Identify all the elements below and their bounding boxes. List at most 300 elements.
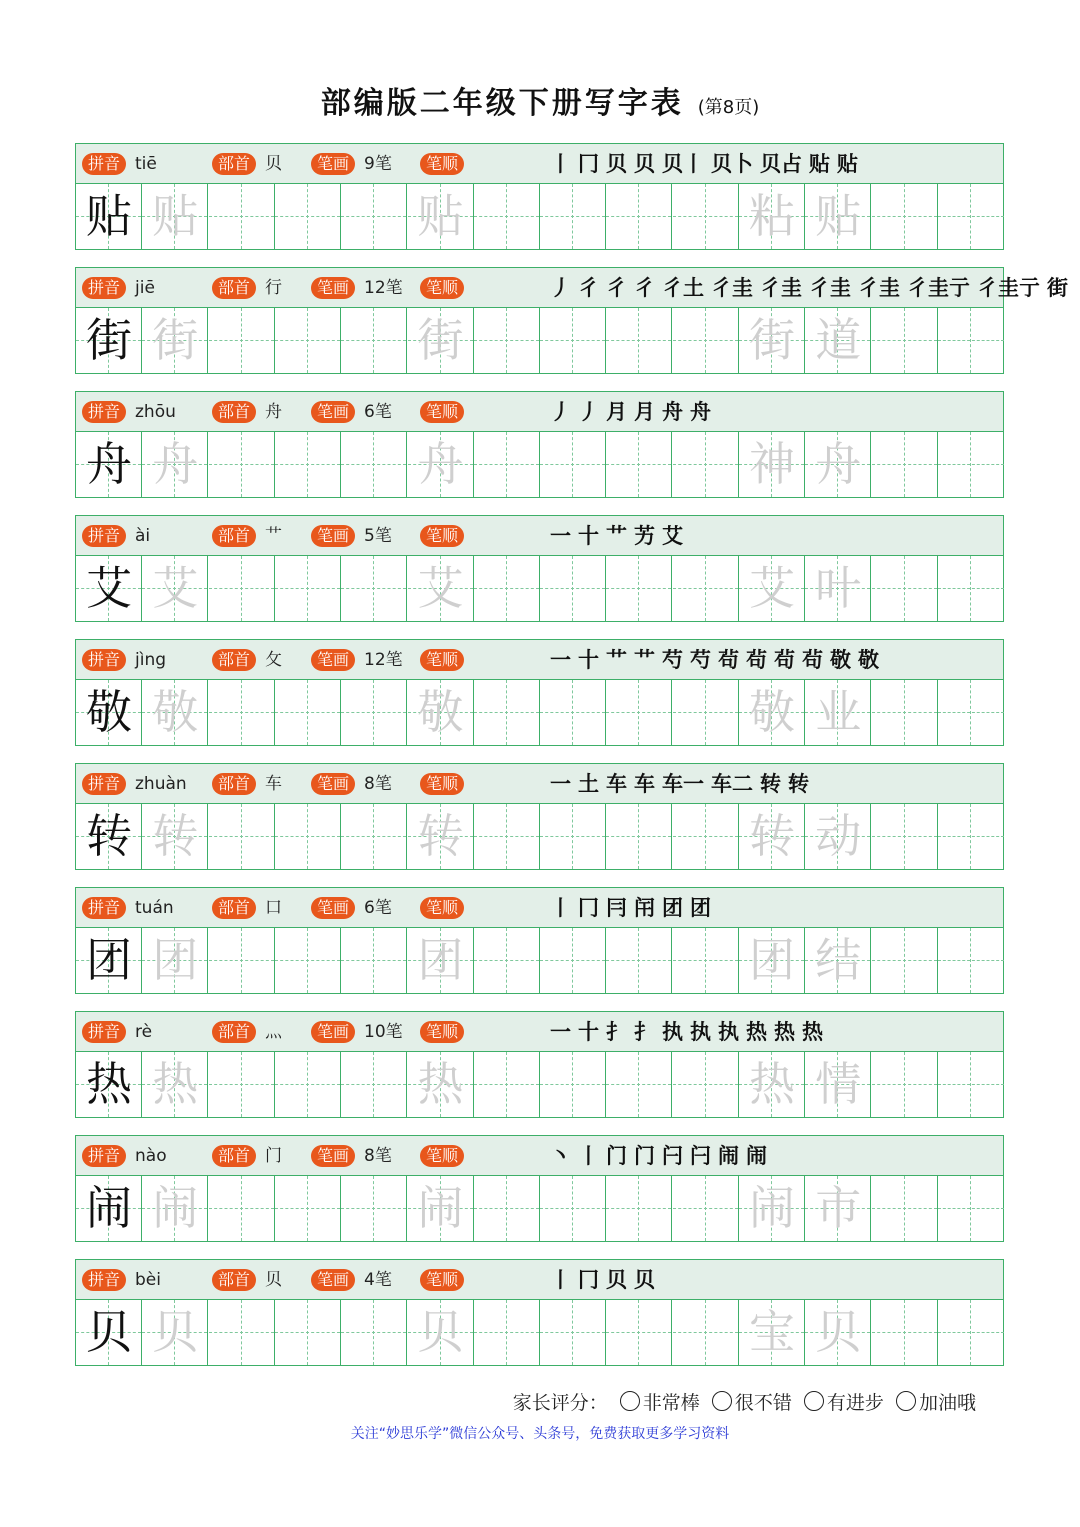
writing-cell[interactable]: [341, 928, 407, 993]
writing-cell[interactable]: [275, 1176, 341, 1241]
pinyin-value: nào: [135, 1146, 167, 1166]
trace-character: 闹: [417, 1181, 464, 1235]
pinyin-value: jìng: [135, 650, 167, 670]
writing-cell[interactable]: [805, 1176, 871, 1241]
character-card: [75, 143, 1004, 250]
card-header: [76, 764, 1003, 804]
stroke-step: 贝: [606, 151, 627, 176]
rating-radio-3[interactable]: [804, 1391, 824, 1411]
stroke-step: 街: [1047, 275, 1068, 300]
radical-tag: 部首: [212, 773, 256, 795]
trace-character: 街: [417, 313, 464, 367]
writing-cell[interactable]: [474, 432, 540, 497]
stroke-step: 茍: [718, 647, 739, 672]
writing-cell[interactable]: [805, 804, 871, 869]
writing-cell[interactable]: [142, 1052, 208, 1117]
stroke-step: 彳圭: [760, 275, 802, 300]
writing-cell[interactable]: [341, 1176, 407, 1241]
writing-cell[interactable]: [872, 184, 938, 249]
stroke-order-tag: 笔顺: [420, 649, 464, 671]
writing-cell[interactable]: [938, 928, 1004, 993]
writing-cell[interactable]: [739, 556, 805, 621]
character-card: [75, 1011, 1004, 1118]
writing-cell[interactable]: [76, 1176, 142, 1241]
writing-cell[interactable]: [739, 1300, 805, 1365]
trace-character: 贴: [152, 189, 199, 243]
stroke-step: 彳: [578, 275, 599, 300]
radical-value: 口: [265, 898, 282, 918]
writing-cell[interactable]: [408, 928, 474, 993]
writing-cell[interactable]: [275, 1300, 341, 1365]
writing-cell[interactable]: [142, 1176, 208, 1241]
card-header: [76, 888, 1003, 928]
writing-grid: [76, 308, 1003, 373]
stroke-step: 门: [634, 1143, 655, 1168]
stroke-step: 冂: [578, 1267, 599, 1292]
stroke-order-tag: 笔顺: [420, 1145, 464, 1167]
writing-cell[interactable]: [76, 1300, 142, 1365]
writing-cell[interactable]: [408, 1300, 474, 1365]
writing-cell[interactable]: [540, 680, 606, 745]
stroke-step: 敬: [830, 647, 851, 672]
writing-cell[interactable]: [872, 1300, 938, 1365]
writing-cell[interactable]: [540, 1300, 606, 1365]
writing-cell[interactable]: [142, 308, 208, 373]
writing-cell[interactable]: [275, 556, 341, 621]
writing-cell[interactable]: [739, 680, 805, 745]
writing-cell[interactable]: [673, 680, 739, 745]
radical-tag: 部首: [212, 153, 256, 175]
writing-cell[interactable]: [938, 680, 1004, 745]
model-character: 转: [86, 809, 132, 863]
writing-cell[interactable]: [938, 432, 1004, 497]
pinyin-value: zhōu: [135, 402, 176, 422]
writing-cell[interactable]: [805, 928, 871, 993]
card-header: [76, 1012, 1003, 1052]
model-character: 贴: [86, 189, 132, 243]
character-card: [75, 267, 1068, 374]
stroke-count-tag: 笔画: [311, 401, 355, 423]
writing-cell[interactable]: [872, 556, 938, 621]
pinyin-value: tuán: [135, 898, 174, 918]
rating-radio-1[interactable]: [620, 1391, 640, 1411]
writing-cell[interactable]: [739, 308, 805, 373]
trace-character: 艾: [152, 561, 199, 615]
radical-tag: 部首: [212, 1145, 256, 1167]
writing-cell[interactable]: [805, 432, 871, 497]
stroke-order-sequence: [550, 768, 816, 800]
writing-cell[interactable]: [673, 184, 739, 249]
trace-character: 街: [749, 313, 795, 367]
card-header: [76, 268, 1068, 308]
writing-cell[interactable]: [739, 1052, 805, 1117]
writing-cell[interactable]: [209, 928, 275, 993]
pinyin-tag: 拼音: [82, 277, 126, 299]
writing-cell[interactable]: [474, 556, 540, 621]
writing-cell[interactable]: [474, 1300, 540, 1365]
writing-cell[interactable]: [341, 1052, 407, 1117]
rating-option-3: 有进步: [826, 1392, 884, 1414]
character-card: [75, 1259, 1004, 1366]
writing-cell[interactable]: [142, 1300, 208, 1365]
stroke-order-tag: 笔顺: [420, 401, 464, 423]
stroke-step: 一: [550, 771, 571, 796]
writing-cell[interactable]: [739, 928, 805, 993]
trace-character: 街: [152, 313, 199, 367]
stroke-step: 月: [634, 399, 655, 424]
stroke-step: 月: [606, 399, 627, 424]
stroke-step: 丿: [550, 275, 571, 300]
stroke-step: 艹: [634, 647, 655, 672]
stroke-step: 丿: [578, 399, 599, 424]
writing-cell[interactable]: [76, 184, 142, 249]
radical-value: 攵: [265, 650, 282, 670]
stroke-count-value: 4笔: [364, 1270, 392, 1290]
writing-cell[interactable]: [872, 1176, 938, 1241]
writing-cell[interactable]: [739, 1176, 805, 1241]
writing-cell[interactable]: [474, 1052, 540, 1117]
trace-character: 舟: [815, 437, 862, 491]
rating-radio-2[interactable]: [712, 1391, 732, 1411]
stroke-step: 转: [760, 771, 781, 796]
writing-cell[interactable]: [474, 184, 540, 249]
writing-cell[interactable]: [209, 556, 275, 621]
writing-cell[interactable]: [805, 1052, 871, 1117]
writing-cell[interactable]: [540, 184, 606, 249]
writing-cell[interactable]: [673, 804, 739, 869]
writing-cell[interactable]: [805, 184, 871, 249]
writing-cell[interactable]: [938, 1300, 1004, 1365]
writing-grid: [76, 804, 1003, 869]
writing-cell[interactable]: [673, 1300, 739, 1365]
writing-cell[interactable]: [805, 680, 871, 745]
stroke-step: 闬: [634, 895, 655, 920]
page-number: (第8页): [697, 97, 760, 118]
writing-cell[interactable]: [673, 432, 739, 497]
writing-cell[interactable]: [938, 1176, 1004, 1241]
writing-cell[interactable]: [673, 928, 739, 993]
writing-cell[interactable]: [209, 308, 275, 373]
trace-character: 艾: [417, 561, 464, 615]
stroke-step: 茍: [774, 647, 795, 672]
writing-cell[interactable]: [408, 432, 474, 497]
writing-cell[interactable]: [275, 928, 341, 993]
writing-cell[interactable]: [275, 184, 341, 249]
stroke-count-tag: 笔画: [311, 1145, 355, 1167]
character-card: [75, 515, 1004, 622]
writing-cell[interactable]: [275, 432, 341, 497]
writing-cell[interactable]: [872, 804, 938, 869]
radical-value: 车: [265, 774, 282, 794]
writing-cell[interactable]: [872, 1052, 938, 1117]
stroke-step: 十: [578, 1019, 599, 1044]
stroke-count-value: 8笔: [364, 1146, 392, 1166]
writing-cell[interactable]: [408, 556, 474, 621]
stroke-step: 丨: [550, 1267, 571, 1292]
trace-character: 转: [152, 809, 199, 863]
stroke-order-tag: 笔顺: [420, 773, 464, 795]
stroke-count-value: 12笔: [364, 650, 403, 670]
stroke-order-sequence: [550, 1140, 774, 1172]
trace-character: 宝: [749, 1305, 795, 1359]
radical-value: 行: [265, 278, 282, 298]
writing-cell[interactable]: [673, 1176, 739, 1241]
writing-cell[interactable]: [739, 432, 805, 497]
model-character: 敬: [86, 685, 132, 739]
rating-label: 家长评分：: [512, 1392, 608, 1414]
stroke-count-tag: 笔画: [311, 1021, 355, 1043]
writing-cell[interactable]: [606, 680, 672, 745]
stroke-step: 贝: [634, 1267, 655, 1292]
writing-grid: [76, 680, 1003, 745]
writing-cell[interactable]: [540, 1052, 606, 1117]
stroke-step: 芍: [690, 647, 711, 672]
radical-value: 灬: [265, 1022, 282, 1042]
writing-cell[interactable]: [275, 804, 341, 869]
writing-cell[interactable]: [275, 680, 341, 745]
stroke-count-value: 5笔: [364, 526, 392, 546]
writing-cell[interactable]: [76, 1052, 142, 1117]
writing-grid: [76, 1300, 1003, 1365]
writing-cell[interactable]: [142, 928, 208, 993]
writing-grid: [76, 184, 1003, 249]
writing-cell[interactable]: [341, 1300, 407, 1365]
writing-cell[interactable]: [341, 308, 407, 373]
writing-cell[interactable]: [606, 1300, 672, 1365]
trace-character: 敬: [152, 685, 199, 739]
trace-character: 舟: [152, 437, 199, 491]
writing-cell[interactable]: [76, 308, 142, 373]
pinyin-tag: 拼音: [82, 401, 126, 423]
writing-cell[interactable]: [540, 432, 606, 497]
pinyin-value: ài: [135, 526, 151, 546]
writing-cell[interactable]: [540, 556, 606, 621]
stroke-order-tag: 笔顺: [420, 277, 464, 299]
writing-cell[interactable]: [76, 432, 142, 497]
writing-cell[interactable]: [606, 804, 672, 869]
writing-cell[interactable]: [408, 184, 474, 249]
rating-option-2: 很不错: [734, 1392, 792, 1414]
stroke-step: 彳圭: [858, 275, 900, 300]
writing-cell[interactable]: [209, 432, 275, 497]
trace-character: 团: [152, 933, 199, 987]
stroke-step: 舟: [662, 399, 683, 424]
writing-cell[interactable]: [341, 804, 407, 869]
trace-character: 贝: [152, 1305, 199, 1359]
writing-cell[interactable]: [673, 308, 739, 373]
radical-tag: 部首: [212, 897, 256, 919]
writing-cell[interactable]: [142, 432, 208, 497]
stroke-order-sequence: [550, 644, 886, 676]
stroke-step: 丨: [550, 151, 571, 176]
writing-cell[interactable]: [209, 1176, 275, 1241]
stroke-order-sequence: [550, 272, 1075, 304]
trace-character: 敬: [417, 685, 464, 739]
stroke-step: 团: [662, 895, 683, 920]
writing-cell[interactable]: [76, 804, 142, 869]
stroke-order-sequence: [550, 148, 865, 180]
writing-cell[interactable]: [606, 556, 672, 621]
writing-cell[interactable]: [938, 308, 1004, 373]
stroke-step: 艻: [634, 523, 655, 548]
character-card: [75, 391, 1004, 498]
trace-character: 闹: [749, 1181, 795, 1235]
stroke-step: 闩: [662, 1143, 683, 1168]
stroke-step: 冃: [606, 895, 627, 920]
writing-cell[interactable]: [209, 184, 275, 249]
model-character: 团: [86, 933, 132, 987]
footer-note: 关注“妙思乐学”微信公众号、头条号，免费获取更多学习资料: [350, 1426, 730, 1442]
model-character: 贝: [86, 1305, 132, 1359]
writing-cell[interactable]: [606, 308, 672, 373]
writing-cell[interactable]: [142, 556, 208, 621]
writing-cell[interactable]: [805, 556, 871, 621]
writing-cell[interactable]: [474, 1176, 540, 1241]
writing-cell[interactable]: [739, 804, 805, 869]
stroke-step: 车: [606, 771, 627, 796]
trace-character: 团: [417, 933, 464, 987]
stroke-step: 贝丨: [662, 151, 704, 176]
writing-cell[interactable]: [540, 804, 606, 869]
trace-character: 转: [749, 809, 795, 863]
trace-character: 动: [815, 809, 862, 863]
parent-rating: [513, 1388, 976, 1415]
stroke-step: 车: [634, 771, 655, 796]
stroke-order-sequence: [550, 892, 718, 924]
writing-cell[interactable]: [474, 680, 540, 745]
writing-cell[interactable]: [540, 928, 606, 993]
writing-cell[interactable]: [408, 1052, 474, 1117]
pinyin-tag: 拼音: [82, 649, 126, 671]
writing-cell[interactable]: [938, 556, 1004, 621]
writing-cell[interactable]: [209, 1052, 275, 1117]
writing-cell[interactable]: [341, 680, 407, 745]
trace-character: 转: [417, 809, 464, 863]
stroke-count-value: 12笔: [364, 278, 403, 298]
writing-cell[interactable]: [275, 1052, 341, 1117]
stroke-step: 彳圭亍: [977, 275, 1040, 300]
stroke-count-value: 10笔: [364, 1022, 403, 1042]
writing-cell[interactable]: [739, 184, 805, 249]
stroke-count-value: 6笔: [364, 898, 392, 918]
writing-cell[interactable]: [606, 928, 672, 993]
stroke-count-tag: 笔画: [311, 1269, 355, 1291]
writing-cell[interactable]: [872, 680, 938, 745]
writing-cell[interactable]: [76, 556, 142, 621]
card-header: [76, 1260, 1003, 1300]
stroke-count-tag: 笔画: [311, 897, 355, 919]
writing-cell[interactable]: [606, 1052, 672, 1117]
stroke-order-sequence: [550, 396, 718, 428]
writing-cell[interactable]: [673, 556, 739, 621]
writing-cell[interactable]: [872, 308, 938, 373]
writing-cell[interactable]: [872, 432, 938, 497]
writing-cell[interactable]: [408, 804, 474, 869]
pinyin-tag: 拼音: [82, 525, 126, 547]
writing-cell[interactable]: [938, 184, 1004, 249]
writing-cell[interactable]: [408, 1176, 474, 1241]
stroke-step: 一: [550, 1019, 571, 1044]
writing-cell[interactable]: [673, 1052, 739, 1117]
writing-cell[interactable]: [938, 804, 1004, 869]
stroke-step: 扌: [606, 1019, 627, 1044]
trace-character: 贝: [417, 1305, 464, 1359]
writing-cell[interactable]: [805, 1300, 871, 1365]
model-character: 街: [86, 313, 132, 367]
writing-cell[interactable]: [275, 308, 341, 373]
writing-cell[interactable]: [209, 1300, 275, 1365]
radical-value: 贝: [265, 1270, 282, 1290]
card-header: [76, 516, 1003, 556]
writing-cell[interactable]: [209, 680, 275, 745]
writing-grid: [76, 1052, 1003, 1117]
model-character: 热: [86, 1057, 132, 1111]
stroke-order-tag: 笔顺: [420, 1269, 464, 1291]
writing-cell[interactable]: [142, 804, 208, 869]
writing-cell[interactable]: [142, 680, 208, 745]
radical-tag: 部首: [212, 649, 256, 671]
writing-cell[interactable]: [474, 928, 540, 993]
writing-cell[interactable]: [805, 308, 871, 373]
stroke-step: 丨: [550, 895, 571, 920]
radical-tag: 部首: [212, 1269, 256, 1291]
writing-cell[interactable]: [341, 184, 407, 249]
stroke-step: 彳圭: [711, 275, 753, 300]
writing-cell[interactable]: [938, 1052, 1004, 1117]
writing-grid: [76, 1176, 1003, 1241]
writing-cell[interactable]: [606, 432, 672, 497]
writing-cell[interactable]: [209, 804, 275, 869]
stroke-step: 一: [550, 523, 571, 548]
trace-character: 热: [152, 1057, 199, 1111]
pinyin-tag: 拼音: [82, 1269, 126, 1291]
writing-cell[interactable]: [76, 680, 142, 745]
stroke-step: 转: [788, 771, 809, 796]
trace-character: 热: [749, 1057, 795, 1111]
writing-cell[interactable]: [540, 308, 606, 373]
stroke-step: 彳: [634, 275, 655, 300]
trace-character: 舟: [417, 437, 464, 491]
writing-grid: [76, 556, 1003, 621]
writing-cell[interactable]: [142, 184, 208, 249]
stroke-step: 十: [578, 523, 599, 548]
writing-grid: [76, 928, 1003, 993]
writing-cell[interactable]: [341, 556, 407, 621]
model-character: 舟: [86, 437, 132, 491]
writing-cell[interactable]: [408, 308, 474, 373]
stroke-step: 彳圭亍: [907, 275, 970, 300]
title-text: 部编版二年级下册写字表: [320, 86, 684, 121]
trace-character: 贴: [815, 189, 862, 243]
writing-cell[interactable]: [408, 680, 474, 745]
stroke-step: 十: [578, 647, 599, 672]
pinyin-value: bèi: [135, 1270, 161, 1290]
writing-cell[interactable]: [606, 1176, 672, 1241]
writing-cell[interactable]: [872, 928, 938, 993]
pinyin-tag: 拼音: [82, 897, 126, 919]
rating-radio-4[interactable]: [896, 1391, 916, 1411]
stroke-order-tag: 笔顺: [420, 525, 464, 547]
writing-cell[interactable]: [540, 1176, 606, 1241]
writing-cell[interactable]: [606, 184, 672, 249]
writing-cell[interactable]: [474, 308, 540, 373]
writing-cell[interactable]: [474, 804, 540, 869]
pinyin-tag: 拼音: [82, 773, 126, 795]
writing-cell[interactable]: [76, 928, 142, 993]
stroke-step: 彳: [606, 275, 627, 300]
writing-cell[interactable]: [341, 432, 407, 497]
stroke-step: 热: [774, 1019, 795, 1044]
